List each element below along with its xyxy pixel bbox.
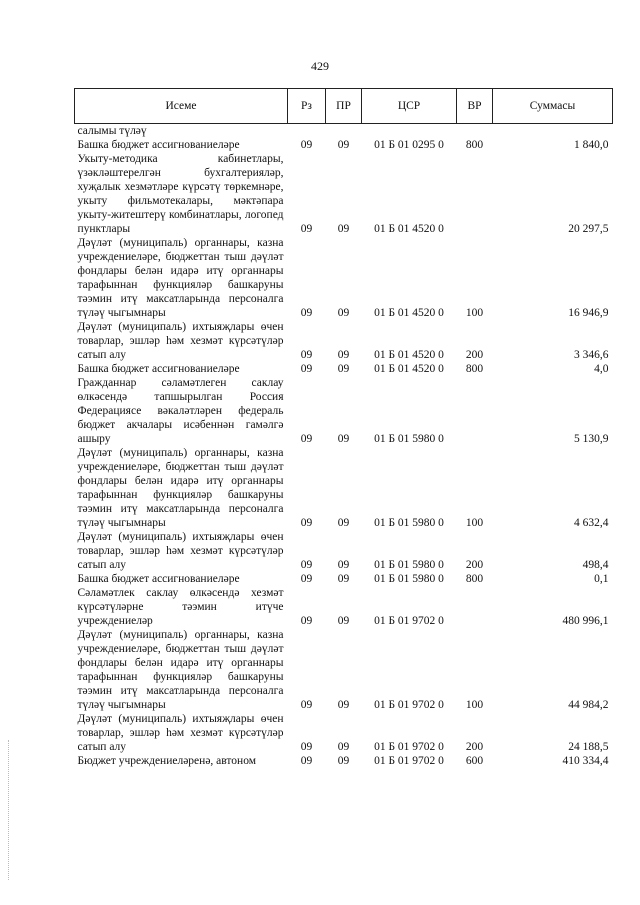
row-vr <box>457 152 493 236</box>
row-pr: 09 <box>337 573 350 585</box>
row-csr: 01 Б 01 4520 0 <box>374 363 444 375</box>
row-pr: 09 <box>337 517 350 529</box>
row-name: Башка бюджет ассигнованиеләре <box>77 363 240 375</box>
row-name: Дәүләт (муниципаль) ихтыяҗлары өчен товарлар, эшләр һәм хезмәт күрсәтүләр сатып алу <box>77 531 284 571</box>
row-csr: 01 Б 01 0295 0 <box>374 139 444 151</box>
row-sum: 4,0 <box>594 363 609 375</box>
row-name: Дәүләт (муниципаль) органнары, казна учреждениеләре, бюджеттан тыш дәүләт фондлары белән идарә итү органнары тарафыннан функцияләр башкаруны тәэмин итү максатларында персоналга түләү чыгымнары <box>77 629 284 711</box>
table-row <box>75 236 613 320</box>
row-vr <box>457 124 493 139</box>
row-pr: 09 <box>337 363 350 375</box>
budget-table <box>74 88 613 768</box>
header-name: Исеме <box>75 89 288 124</box>
row-name: Дәүләт (муниципаль) органнары, казна учреждениеләре, бюджеттан тыш дәүләт фондлары белән идарә итү органнары тарафыннан функцияләр башкаруны тәэмин итү максатларында персоналга түләү чыгымнары <box>77 447 284 529</box>
row-pr: 09 <box>337 433 350 445</box>
row-sum: 1 840,0 <box>574 139 609 151</box>
row-csr: 01 Б 01 5980 0 <box>374 559 444 571</box>
row-rz: 09 <box>300 307 313 319</box>
row-rz: 09 <box>300 559 313 571</box>
header-vr: ВР <box>457 89 493 124</box>
row-rz: 09 <box>300 741 313 753</box>
row-vr: 200 <box>465 741 484 753</box>
row-sum: 498,4 <box>582 559 609 571</box>
row-rz: 09 <box>300 699 313 711</box>
row-pr: 09 <box>337 755 350 767</box>
row-name: Башка бюджет ассигнованиеләре <box>77 139 240 151</box>
table-row <box>75 124 613 139</box>
row-sum: 0,1 <box>594 573 609 585</box>
row-csr: 01 Б 01 9702 0 <box>374 755 444 767</box>
table-row <box>75 138 613 152</box>
row-pr: 09 <box>337 139 350 151</box>
table-row <box>75 712 613 754</box>
row-sum: 16 946,9 <box>568 307 609 319</box>
row-rz: 09 <box>300 755 313 767</box>
row-rz: 09 <box>300 349 313 361</box>
row-sum <box>493 124 613 139</box>
table-row <box>75 572 613 586</box>
row-csr: 01 Б 01 5980 0 <box>374 517 444 529</box>
row-rz: 09 <box>300 615 313 627</box>
table-row <box>75 530 613 572</box>
row-rz: 09 <box>300 573 313 585</box>
table-row <box>75 446 613 530</box>
row-rz: 09 <box>300 363 313 375</box>
header-csr: ЦСР <box>362 89 457 124</box>
row-rz: 09 <box>300 433 313 445</box>
row-name: Бюджет учреждениеләренә, автоном <box>77 755 257 767</box>
row-pr: 09 <box>337 223 350 235</box>
row-name: Гражданнар сәламәтлеген саклау өлкәсендә тапшырылган Россия Федерациясе вәкаләтләрен федераль бюджет акчалары исәбеннән гамәлгә ашыру <box>77 377 284 445</box>
row-vr: 600 <box>465 755 484 767</box>
row-name: Сәламәтлек саклау өлкәсендә хезмәт күрсәтүләрне тәэмин итүче учреждениеләр <box>77 587 284 627</box>
row-vr: 100 <box>465 699 484 711</box>
row-csr: 01 Б 01 9702 0 <box>374 615 444 627</box>
row-sum: 3 346,6 <box>574 349 609 361</box>
row-csr: 01 Б 01 4520 0 <box>374 307 444 319</box>
row-csr: 01 Б 01 4520 0 <box>374 349 444 361</box>
table-header <box>75 89 613 124</box>
table-row <box>75 586 613 628</box>
scan-margin-dots <box>8 740 13 880</box>
row-sum: 5 130,9 <box>574 433 609 445</box>
table-row <box>75 628 613 712</box>
table-row <box>75 152 613 236</box>
header-rz: Рз <box>288 89 326 124</box>
header-row <box>75 89 613 124</box>
row-name: Дәүләт (муниципаль) ихтыяҗлары өчен товарлар, эшләр һәм хезмәт күрсәтүләр сатып алу <box>77 321 284 361</box>
row-vr: 200 <box>465 559 484 571</box>
row-name: Дәүләт (муниципаль) органнары, казна учреждениеләре, бюджеттан тыш дәүләт фондлары белән идарә итү органнары тарафыннан функцияләр башкаруны тәэмин итү максатларында персоналга түләү чыгымнары <box>77 237 284 319</box>
row-csr: 01 Б 01 5980 0 <box>374 573 444 585</box>
row-vr: 800 <box>465 573 484 585</box>
row-rz <box>288 124 326 139</box>
row-csr: 01 Б 01 9702 0 <box>374 741 444 753</box>
row-name: Башка бюджет ассигнованиеләре <box>77 573 240 585</box>
row-rz: 09 <box>300 139 313 151</box>
row-pr: 09 <box>337 349 350 361</box>
row-name: салымы түләү <box>77 125 147 137</box>
row-sum: 410 334,4 <box>562 755 609 767</box>
row-vr: 800 <box>465 139 484 151</box>
row-pr: 09 <box>337 741 350 753</box>
page-number: 429 <box>311 59 329 73</box>
table-row <box>75 320 613 362</box>
header-sum: Суммасы <box>493 89 613 124</box>
row-pr: 09 <box>337 307 350 319</box>
table-body <box>75 124 613 769</box>
row-name: Укыту-методика кабинетлары, үзәкләштерелгән бухгалтерияләр, хуҗалык хезмәтләре күрсәтү төркемнәре, укыту фильмотекалары, мәктәпара укыту-житештерү комбинатлары, логопед пунктлары <box>77 153 284 235</box>
row-csr <box>362 124 457 139</box>
row-pr: 09 <box>337 615 350 627</box>
row-csr: 01 Б 01 5980 0 <box>374 433 444 445</box>
row-sum: 20 297,5 <box>568 223 609 235</box>
row-vr: 200 <box>465 349 484 361</box>
table-row <box>75 754 613 768</box>
row-sum: 480 996,1 <box>562 615 609 627</box>
row-pr: 09 <box>337 559 350 571</box>
row-vr: 100 <box>465 307 484 319</box>
row-sum: 24 188,5 <box>568 741 609 753</box>
row-vr <box>457 376 493 446</box>
row-pr: 09 <box>337 699 350 711</box>
table-row <box>75 362 613 376</box>
row-sum: 4 632,4 <box>574 517 609 529</box>
row-vr: 800 <box>465 363 484 375</box>
row-csr: 01 Б 01 4520 0 <box>374 223 444 235</box>
row-sum: 44 984,2 <box>568 699 609 711</box>
header-pr: ПР <box>326 89 362 124</box>
row-vr <box>457 586 493 628</box>
row-csr: 01 Б 01 9702 0 <box>374 699 444 711</box>
row-rz: 09 <box>300 517 313 529</box>
budget-table-container <box>74 88 612 768</box>
table-row <box>75 376 613 446</box>
row-vr: 100 <box>465 517 484 529</box>
row-name: Дәүләт (муниципаль) ихтыяҗлары өчен товарлар, эшләр һәм хезмәт күрсәтүләр сатып алу <box>77 713 284 753</box>
row-rz: 09 <box>300 223 313 235</box>
row-pr <box>326 124 362 139</box>
